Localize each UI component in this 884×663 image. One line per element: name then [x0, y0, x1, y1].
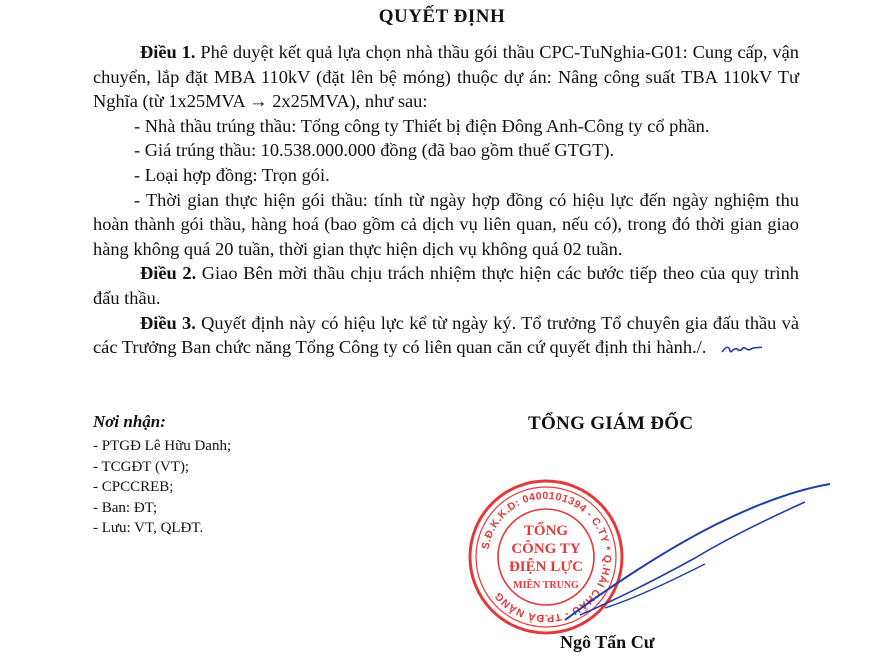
stamp-line-1: TỔNG	[523, 523, 569, 539]
recipients-list	[93, 436, 393, 539]
stamp-line-4: MIỀN TRUNG	[513, 580, 579, 591]
recipients-heading: Nơi nhận:	[93, 412, 166, 431]
article-1-text: Phê duyệt kết quả lựa chọn nhà thầu gói thầu CPC-TuNghia-G01: Cung cấp, vận chuyển, lắp đặt MBA 110kV (đặt lên bệ móng) thuộc dự án: Nâng công suất TBA 110kV Tư Nghĩa (từ 1x25MVA → 2x25MVA), như sau:	[93, 42, 799, 112]
recipient-item: - Ban: ĐT;	[93, 499, 158, 516]
article-1-bullet-price: - Giá trúng thầu: 10.538.000.000 đồng (đã bao gồm thuế GTGT).	[134, 140, 615, 161]
article-3-text: Quyết định này có hiệu lực kể từ ngày ký. Tổ trưởng Tổ chuyên gia đấu thầu và các Trưởng Ban chức năng Tổng Công ty có liên quan căn cứ quyết định thi hành./.	[93, 312, 799, 358]
document-body	[93, 40, 799, 360]
article-2-label: Điều 2.	[140, 263, 197, 284]
article-3	[93, 311, 799, 360]
recipient-item: - TCGĐT (VT);	[93, 458, 190, 475]
stamp-line-2: CÔNG TY	[511, 541, 581, 557]
recipient-item: - PTGĐ Lê Hữu Danh;	[93, 438, 232, 454]
article-1	[93, 40, 799, 114]
article-1-bullet-contract-type: - Loại hợp đồng: Trọn gói.	[134, 164, 330, 185]
recipients-block	[93, 412, 393, 539]
signature-title: TỔNG GIÁM ĐỐC	[528, 413, 694, 434]
initials-paraph-icon	[720, 342, 764, 356]
article-1-label: Điều 1.	[140, 42, 196, 62]
stamp-line-3: ĐIỆN LỰC	[508, 559, 584, 575]
signer-name: Ngô Tấn Cư	[560, 632, 655, 652]
recipient-item: - Lưu: VT, QLĐT.	[93, 520, 204, 536]
handwritten-signature-icon	[545, 480, 835, 630]
article-1-bullet-duration: - Thời gian thực hiện gói thầu: tính từ ngày hợp đồng có hiệu lực đến ngày nghiệm thu hoàn thành gói thầu, hàng hoá (bao gồm cả dịch vụ liên quan, nếu có), trong đó thời gian giao hàng không quá 20 tuần, thời gian thực hiện dịch vụ không quá 02 tuần.	[93, 189, 799, 259]
article-2	[93, 261, 799, 310]
document-title: QUYẾT ĐỊNH	[378, 6, 506, 27]
article-1-bullet-contractor: - Nhà thầu trúng thầu: Tổng công ty Thiết bị điện Đông Anh-Công ty cổ phần.	[134, 115, 710, 136]
article-2-text: Giao Bên mời thầu chịu trách nhiệm thực hiện các bước tiếp theo của quy trình đấu thầu.	[93, 263, 799, 308]
stamp-ring-text: S.Đ.K.K.D: 0400101394 - C.TY * Q.HẢI CHÂU - TP.ĐÀ NẴNG	[479, 489, 614, 625]
recipient-item: - CPCCREB;	[93, 479, 174, 495]
article-3-label: Điều 3.	[140, 312, 196, 333]
